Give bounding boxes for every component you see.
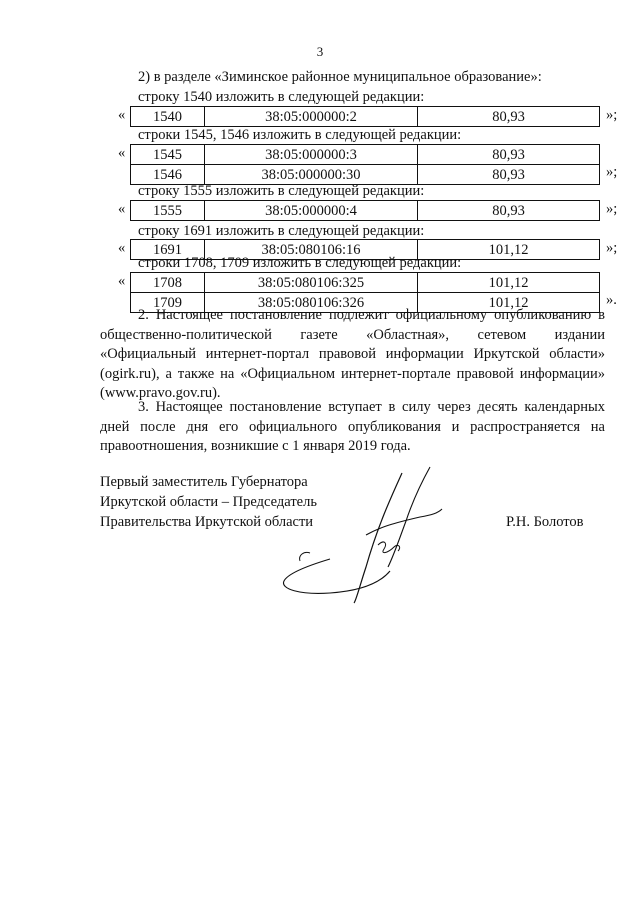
closing-quote: »; bbox=[606, 240, 618, 256]
paragraph-3-text: 3. Настоящее постановление вступает в силу через десять календарных дней после дня его официального опубликования и распространяется на правоотношения, возникшие с 1 января 2019 года. bbox=[100, 399, 605, 454]
opening-quote: « bbox=[118, 240, 126, 256]
row-number-cell: 1555 bbox=[131, 201, 205, 221]
registry-table bbox=[130, 106, 600, 127]
cadastral-number-cell: 38:05:080106:16 bbox=[205, 240, 418, 260]
cadastral-number-cell: 38:05:000000:30 bbox=[205, 165, 418, 185]
amendment-instruction: строки 1545, 1546 изложить в следующей редакции: bbox=[138, 127, 462, 143]
handwritten-signature bbox=[270, 455, 470, 605]
closing-quote: »; bbox=[606, 201, 618, 217]
signer-title-line-3: Правительства Иркутской области bbox=[100, 514, 314, 530]
row-number-cell: 1708 bbox=[131, 273, 205, 293]
closing-quote: »; bbox=[606, 164, 618, 180]
amendment-instruction: строку 1555 изложить в следующей редакции: bbox=[138, 183, 425, 199]
opening-quote: « bbox=[118, 273, 126, 289]
value-cell: 80,93 bbox=[418, 145, 600, 165]
table-row bbox=[131, 145, 600, 165]
page-number: 3 bbox=[316, 44, 324, 59]
cadastral-number-cell: 38:05:080106:326 bbox=[205, 293, 418, 313]
amendment-instruction: строку 1691 изложить в следующей редакции: bbox=[138, 223, 425, 239]
value-cell: 80,93 bbox=[418, 201, 600, 221]
closing-quote: ». bbox=[606, 292, 617, 308]
value-cell: 101,12 bbox=[418, 240, 600, 260]
cadastral-number-cell: 38:05:000000:3 bbox=[205, 145, 418, 165]
value-cell: 80,93 bbox=[418, 107, 600, 127]
row-number-cell: 1546 bbox=[131, 165, 205, 185]
table-row bbox=[131, 107, 600, 127]
signer-name: Р.Н. Болотов bbox=[506, 514, 584, 530]
table-row bbox=[131, 165, 600, 185]
registry-table bbox=[130, 144, 600, 185]
amendment-instruction: строку 1540 изложить в следующей редакции: bbox=[138, 89, 425, 105]
opening-quote: « bbox=[118, 107, 126, 123]
cadastral-number-cell: 38:05:000000:2 bbox=[205, 107, 418, 127]
paragraph-effective-date bbox=[100, 398, 605, 457]
section-intro: 2) в разделе «Зиминское районное муниципальное образование»: bbox=[138, 69, 542, 85]
paragraph-2-text: 2. Настоящее постановление подлежит официальному опубликованию в общественно-политической газете «Областная», сетевом издании «Официальный интернет-портал правовой информации Иркутской области» (ogirk.ru), а также на «Официальном интернет-портале правовой информации» (www.pravo.gov.ru). bbox=[100, 307, 605, 401]
opening-quote: « bbox=[118, 201, 126, 217]
cadastral-number-cell: 38:05:080106:325 bbox=[205, 273, 418, 293]
opening-quote: « bbox=[118, 145, 126, 161]
closing-quote: »; bbox=[606, 107, 618, 123]
row-number-cell: 1545 bbox=[131, 145, 205, 165]
row-number-cell: 1709 bbox=[131, 293, 205, 313]
table-row bbox=[131, 273, 600, 293]
cadastral-number-cell: 38:05:000000:4 bbox=[205, 201, 418, 221]
signer-title-line-1: Первый заместитель Губернатора bbox=[100, 474, 308, 490]
row-number-cell: 1691 bbox=[131, 240, 205, 260]
amendment-instruction: строки 1708, 1709 изложить в следующей редакции: bbox=[138, 255, 462, 271]
value-cell: 101,12 bbox=[418, 273, 600, 293]
value-cell: 80,93 bbox=[418, 165, 600, 185]
signer-title-line-2: Иркутской области – Председатель bbox=[100, 494, 317, 510]
value-cell: 101,12 bbox=[418, 293, 600, 313]
paragraph-publication bbox=[100, 306, 605, 404]
registry-table bbox=[130, 200, 600, 221]
row-number-cell: 1540 bbox=[131, 107, 205, 127]
table-row bbox=[131, 201, 600, 221]
